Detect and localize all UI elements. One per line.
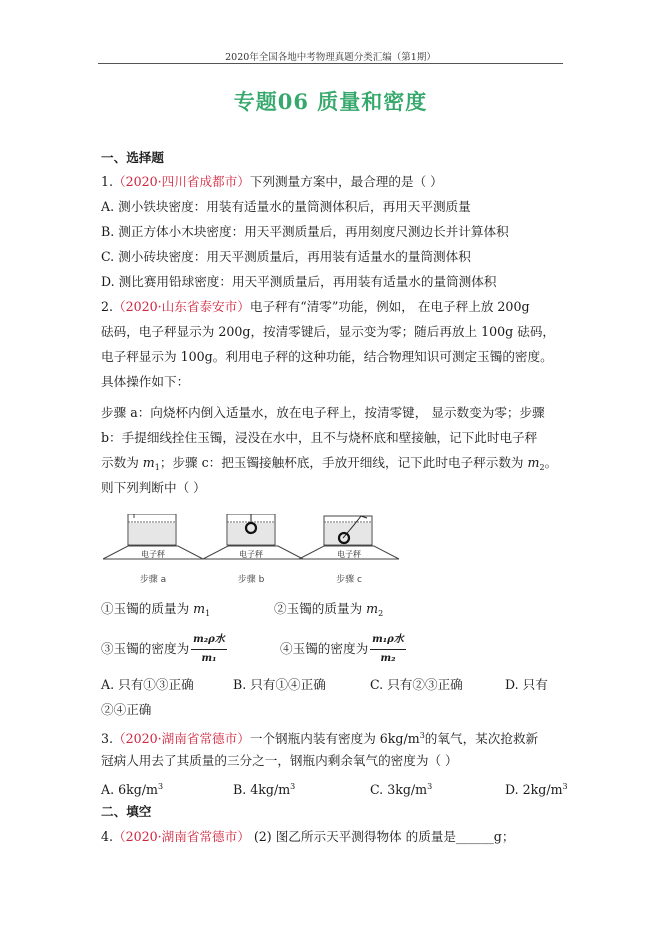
superscript: 3 [158, 782, 164, 791]
question-2-line-8: 则下列判断中（ ） [101, 480, 206, 495]
subscript: 2 [378, 609, 384, 618]
question-4-stem [101, 829, 514, 845]
question-2-line-5: 步骤 a：向烧杯内倒入适量水，放在电子秤上，按清零键， 显示数变为零；步骤 [101, 405, 545, 420]
question-1-option-d: D. 测比赛用铅球密度：用天平测质量后，再用装有适量水的量筒测体积 [101, 274, 497, 289]
scale-label: 电子秤 [337, 550, 361, 559]
scale-a [103, 514, 203, 559]
symbol-m: m [142, 455, 155, 470]
judgment-4 [280, 632, 406, 667]
text-span: ①玉镯的质量为 [101, 601, 194, 616]
question-source: （2020·四川省成都市） [113, 174, 250, 189]
step-b-label: 步骤 b [237, 575, 265, 585]
question-3-line-2: 冠病人用去了其质量的三分之一，钢瓶内剩余氧气的密度为（ ） [101, 753, 458, 768]
denominator: m₂ [380, 653, 396, 664]
question-text: 电子秤有“清零”功能，例如， 在电子秤上放 200g [249, 299, 530, 314]
question-3-option-d [505, 779, 568, 798]
question-2-option-d-continued: ②④正确 [101, 702, 152, 717]
scale-experiment-figure [103, 514, 403, 592]
question-2-line-4: 具体操作如下： [101, 374, 190, 389]
question-2-option-d: D. 只有 [505, 677, 548, 692]
scale-b [203, 514, 303, 559]
scale-label: 电子秤 [239, 550, 263, 559]
question-text: (2) 图乙所示天平测得物体 的质量是______g； [249, 829, 515, 844]
page-header: 2020年全国各地中考物理真题分类汇编（第1期） [225, 52, 436, 63]
numerator: m₂ρ水 [191, 632, 227, 650]
symbol-m: m [366, 601, 379, 616]
fraction [370, 632, 406, 667]
subscript: 1 [154, 463, 160, 472]
question-2-option-b: B. 只有①④正确 [233, 677, 326, 692]
question-1-option-a: A. 测小铁块密度：用装有适量水的量筒测体积后，再用天平测质量 [101, 199, 471, 214]
superscript: 3 [419, 731, 425, 740]
text-span: 的氧气，某次抢救新 [424, 731, 539, 746]
question-1-option-b: B. 测正方体小木块密度：用天平测质量后，再用刻度尺测边长并计算体积 [101, 224, 509, 239]
question-2-option-a: A. 只有①③正确 [101, 677, 194, 692]
question-2-line-2: 砝码，电子秤显示为 200g，按清零键后，显示变为零；随后再放上 100g 砝码， [101, 324, 556, 339]
text-span: ③玉镯的密度为 [101, 641, 190, 656]
question-number: 1. [101, 174, 114, 189]
symbol-m: m [527, 455, 540, 470]
text-span: 一个钢瓶内装有密度为 6kg/m [249, 731, 420, 746]
subscript: 2 [539, 463, 545, 472]
question-3-line-1 [101, 728, 538, 747]
text-span: A. 6kg/m [101, 782, 158, 797]
question-text: 下列测量方案中，最合理的是（ ） [249, 174, 443, 189]
question-2-line-7 [101, 455, 557, 476]
judgment-1 [101, 601, 210, 622]
section-choice-heading: 一、选择题 [101, 150, 164, 165]
question-2-line-1 [101, 299, 530, 315]
text-span: D. 2kg/m [505, 782, 563, 797]
question-source: （2020·山东省泰安市） [113, 299, 250, 314]
text-span: ②玉镯的质量为 [274, 601, 367, 616]
question-number: 3. [101, 731, 114, 746]
question-1-option-c: C. 测小砖块密度：用天平测质量后，再用装有适量水的量筒测体积 [101, 249, 471, 264]
question-1-stem [101, 174, 443, 190]
step-c-label: 步骤 c [336, 575, 362, 585]
symbol-m: m [193, 601, 206, 616]
superscript: 3 [427, 782, 433, 791]
text-span: ；步骤 c：把玉镯接触杯底，手放开细线，记下此时电子秤示数为 [159, 455, 528, 470]
question-source: （2020·湖南省常德市） [113, 731, 250, 746]
superscript: 3 [290, 782, 296, 791]
denominator: m₁ [201, 653, 217, 664]
text-span: C. 3kg/m [370, 782, 428, 797]
header-rule [98, 63, 563, 64]
question-3-option-b [233, 779, 295, 798]
question-2-line-3: 电子秤显示为 100g。利用电子秤的这种功能，结合物理知识可测定玉镯的密度。 [101, 349, 553, 364]
judgment-3 [101, 632, 227, 667]
subscript: 1 [205, 609, 211, 618]
document-title: 专题06 质量和密度 [233, 89, 428, 114]
question-3-option-c [370, 779, 432, 798]
section-fill-heading: 二、填空 [101, 804, 152, 819]
text-span: 示数为 [101, 455, 143, 470]
scale-label: 电子秤 [141, 550, 165, 559]
superscript: 3 [562, 782, 568, 791]
numerator: m₁ρ水 [370, 632, 406, 650]
text-span: 。 [544, 455, 558, 470]
question-number: 2. [101, 299, 114, 314]
judgment-2 [274, 601, 383, 622]
question-3-option-a [101, 779, 163, 798]
question-2-option-c: C. 只有②③正确 [370, 677, 463, 692]
scale-c [299, 516, 399, 559]
question-number: 4. [101, 829, 114, 844]
text-span: B. 4kg/m [233, 782, 291, 797]
step-a-label: 步骤 a [139, 575, 167, 585]
question-2-line-6: b：手提细线拴住玉镯，浸没在水中，且不与烧杯底和壁接触，记下此时电子秤 [101, 430, 538, 445]
fraction [191, 632, 227, 667]
text-span: ④玉镯的密度为 [280, 641, 369, 656]
question-source: （2020·湖南省常德市） [113, 829, 250, 844]
